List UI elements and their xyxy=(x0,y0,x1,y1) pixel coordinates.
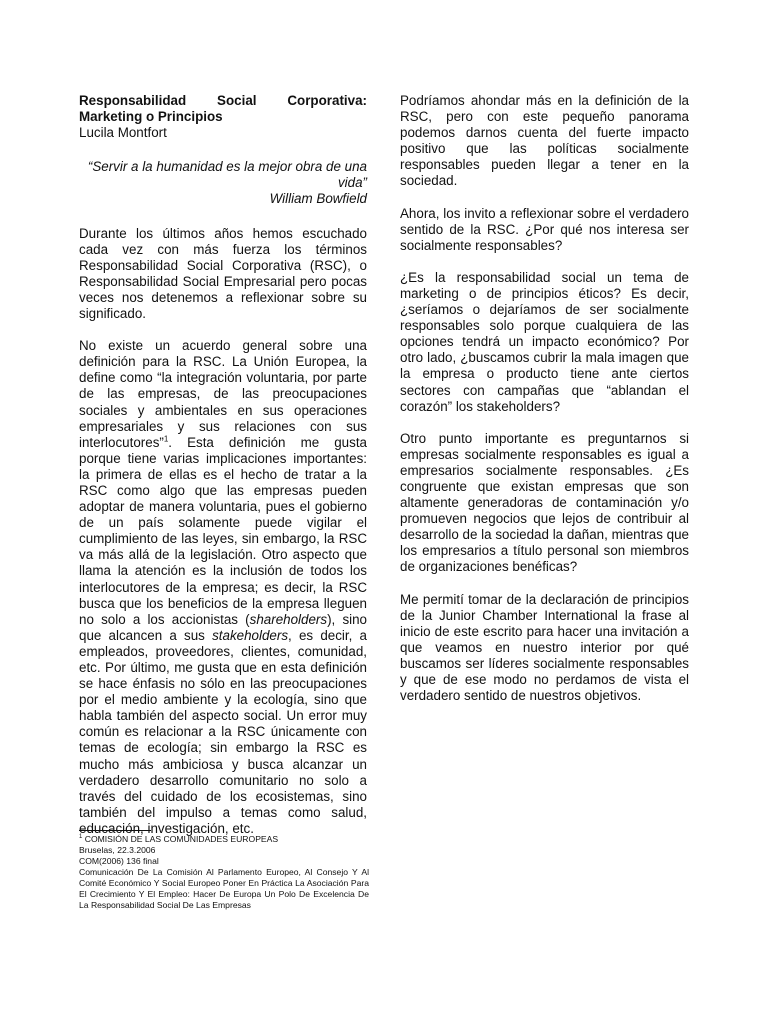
article-title: Responsabilidad Social Corporativa: Marketing o Principios xyxy=(79,93,367,125)
footnote-line-2: Bruselas, 22.3.2006 xyxy=(79,845,156,855)
paragraph-1: Durante los últimos años hemos escuchado cada vez con más fuerza los términos Responsabilidad Social Corporativa (RSC), o Responsabilidad Social Empresarial pero pocas veces nos detenemos a reflexionar sobre su significado. xyxy=(79,225,367,322)
epigraph xyxy=(79,159,367,207)
paragraph-7: Me permití tomar de la declaración de principios de la Junior Chamber International la frase al inicio de este escrito para hacer una invitación a que veamos en nuestro interior por qué buscamos ser líderes socialmente responsables y que de ese modo no perdamos de vista el verdadero sentido de nuestros objetivos. xyxy=(400,591,689,704)
epigraph-author: William Bowfield xyxy=(269,191,367,207)
paragraph-5: ¿Es la responsabilidad social un tema de marketing o de principios éticos? Es decir, ¿seríamos o dejaríamos de ser socialmente responsables solo porque cualquiera de las opciones tendrá un impacto económico? Por otro lado, ¿buscamos cubrir la mala imagen que la empresa o producto tiene ante ciertos sectores con campañas que “ablandan el corazón” los stakeholders? xyxy=(400,269,689,414)
footnote-divider xyxy=(79,830,151,831)
paragraph-2-text-b: . Esta definición me gusta porque tiene varias implicaciones importantes: la primera de ellas es el hecho de tratar a la RSC como algo que las empresas pueden adoptar de manera voluntaria, pues el gobierno de un país solamente puede vigilar el cumplimiento de las leyes, sin embargo, la RSC va más allá de la legislación. Otro aspecto que llama la atención es la inclusión de todos los interlocutores de la empresa; es decir, la RSC busca que los beneficios de la empresa lleguen no solo a los accionistas ( xyxy=(79,434,367,627)
right-column xyxy=(400,93,689,720)
paragraph-4: Ahora, los invito a reflexionar sobre el verdadero sentido de la RSC. ¿Por qué nos interesa ser socialmente responsables? xyxy=(400,205,689,253)
footnote-reference[interactable]: 1 xyxy=(163,434,169,444)
footnote-line-1: $^1$ COMISIÓN DE LAS COMUNIDADES EUROPEAS xyxy=(79,834,279,844)
article-author: Lucila Montfort xyxy=(79,125,167,141)
paragraph-2 xyxy=(79,338,367,837)
footnote-section xyxy=(79,830,369,911)
paragraph-2-text-c: ), sino que alcancen a sus xyxy=(79,611,368,643)
epigraph-text: “Servir a la humanidad es la mejor obra de una vida” xyxy=(87,159,367,191)
footnote-line-3: COM(2006) 136 final xyxy=(79,856,159,866)
paragraph-6: Otro punto importante es preguntarnos si empresas socialmente responsables es igual a empresarios socialmente responsables. ¿Es congruente que existan empresas que son altamente generadoras de contaminación y/o promueven negocios que lejos de contribuir al desarrollo de la sociedad la dañan, mientras que los empresarios a título personal son miembros de organizaciones benéficas? xyxy=(400,430,689,575)
paragraph-2-text-a: No existe un acuerdo general sobre una definición para la RSC. La Unión Europea, la define como “la integración voluntaria, por parte de las empresas, de las preocupaciones sociales y ambientales en sus operaciones empresariales y sus relaciones con sus interlocutores” xyxy=(79,338,367,450)
paragraph-3: Podríamos ahondar más en la definición de la RSC, pero con este pequeño panorama podemos darnos cuenta del fuerte impacto positivo que las políticas socialmente responsables pueden llegar a tener en la sociedad. xyxy=(400,93,689,189)
term-shareholders: shareholders xyxy=(249,611,328,627)
left-column xyxy=(79,93,367,853)
paragraph-2-text-d: , es decir, a empleados, proveedores, clientes, comunidad, etc. Por último, me gusta que en esta definición se hace énfasis no sólo en las preocupaciones por el medio ambiente y la ecología, sino que habla también del aspecto social. Un error muy común es relacionar a la RSC únicamente con temas de ecología; sin embargo la RSC es mucho más ambiciosa y busca alcanzar un verdadero desarrollo comunitario no solo a través del cuidado de los ecosistemas, sino también del impulso a temas como salud, educación, investigación, etc. xyxy=(79,627,367,836)
footnote-mark: 1 xyxy=(79,834,83,841)
footnote-line-4: Comunicación De La Comisión Al Parlamento Europeo, Al Consejo Y Al Comité Económico Y Social Europeo Poner En Práctica La Asociación Para El Crecimiento Y El Empleo: Hacer De Europa Un Polo De Excelencia De La Responsabilidad Social De Las Empresas xyxy=(79,867,369,910)
term-stakeholders: stakeholders xyxy=(212,627,289,643)
